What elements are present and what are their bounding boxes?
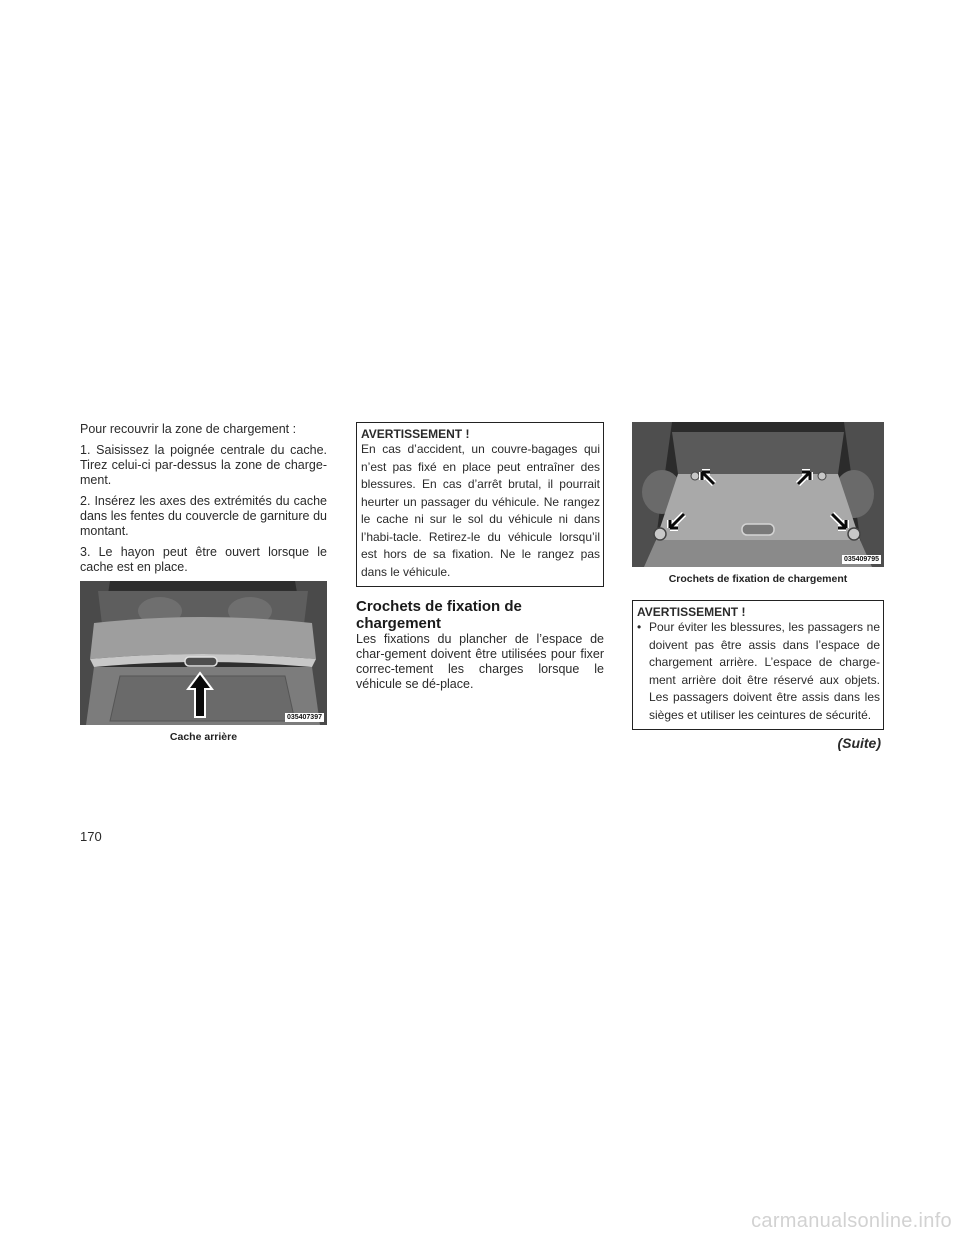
figure-caption: Crochets de fixation de chargement [668, 573, 848, 585]
left-column [80, 422, 327, 743]
warning-title: AVERTISSEMENT ! [637, 605, 746, 619]
intro-text: Pour recouvrir la zone de chargement : [80, 422, 297, 436]
tie-down-illustration [632, 422, 884, 567]
section-heading: Crochets de fixation de chargement [356, 598, 522, 632]
warning-box [632, 600, 884, 730]
right-column [632, 422, 884, 751]
cargo-cover-photo [80, 581, 327, 725]
continued-label: (Suite) [837, 735, 881, 751]
warning-box [356, 422, 604, 587]
warning-bullet-item [637, 619, 880, 724]
page-number: 170 [80, 829, 102, 844]
warning-text: Pour éviter les blessures, les passagers ne doivent pas être assis dans l’espace de chargement arrière. L’espace de charge-ment arrière doit être réservé aux objets. Les passagers doivent être assis dans les sièges et utiliser les ceintures de sécurité. [649, 620, 880, 722]
section-body: Les fixations du plancher de l’espace de char-gement doivent être utilisées pour fixer correc-tement les charges lorsque le véhicule se dé-place. [356, 632, 604, 691]
watermark: carmanualsonline.info [751, 1210, 952, 1232]
step-2: 2. Insérez les axes des extrémités du cache dans les fentes du couvercle de garniture du montant. [80, 494, 327, 538]
cargo-cover-illustration [80, 581, 327, 725]
step-1: 1. Saisissez la poignée centrale du cache. Tirez celui-ci par-dessus la zone de charge-ment. [80, 443, 327, 487]
warning-title: AVERTISSEMENT ! [361, 427, 470, 441]
step-3: 3. Le hayon peut être ouvert lorsque le cache est en place. [80, 545, 327, 574]
figure-id: 035409795 [843, 556, 879, 563]
figure-caption: Cache arrière [169, 731, 238, 743]
tie-down-hooks-photo [632, 422, 884, 567]
middle-column [356, 422, 604, 692]
warning-text: En cas d’accident, un couvre-bagages qui n’est pas fixé en place peut entraîner des blessures. En cas d’arrêt brutal, il pourrait heurter un passager du véhicule. Ne rangez le cache ni sur le sol du véhicule ni dans l’habi-tacle. Retirez-le du véhicule lorsqu’il est hors de sa fixation. Ne le rangez pas dans le véhicule. [361, 442, 600, 579]
bullet-icon: • [637, 620, 642, 634]
figure-id: 035407397 [286, 714, 322, 721]
